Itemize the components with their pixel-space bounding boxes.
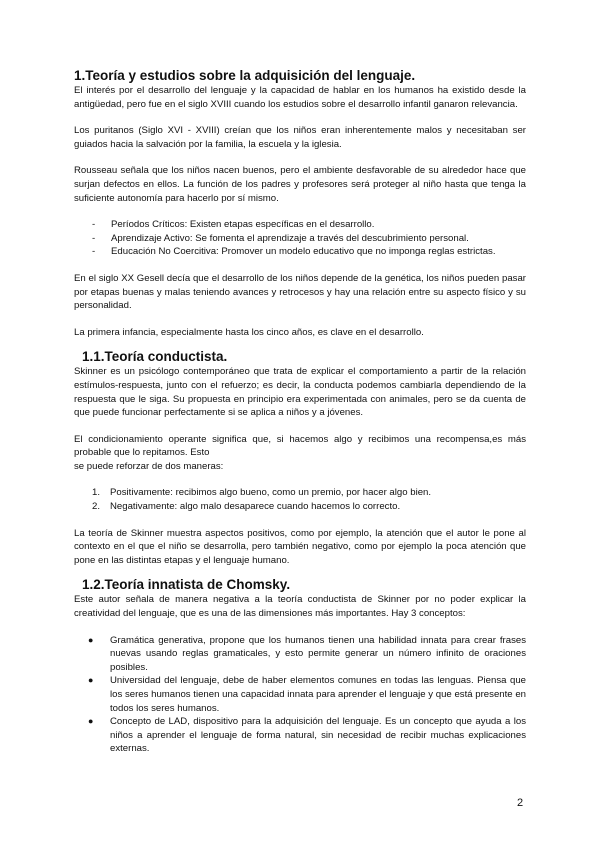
dash-marker: - [92, 219, 96, 231]
section-heading-1: 1.Teoría y estudios sobre la adquisición del lenguaje. [74, 68, 416, 83]
list-item [74, 500, 526, 514]
number-marker: 2. [92, 501, 101, 513]
list-item-text: Gramática generativa, propone que los humanos tienen una habilidad innata para crear frases nuevas usando reglas gramaticales, y esto permite generar un número infinito de oraciones posibles. [110, 634, 526, 673]
paragraph-condicionamiento-cont: se puede reforzar de dos maneras: [74, 460, 224, 472]
list-item [74, 486, 526, 500]
list-item [74, 245, 526, 259]
dash-marker: - [92, 246, 96, 258]
list-item [74, 715, 526, 756]
bullet-icon: ● [88, 675, 94, 686]
list-item-text: Aprendizaje Activo: Se fomenta el aprendizaje a través del descubrimiento personal. [111, 232, 469, 244]
paragraph-puritanos: Los puritanos (Siglo XVI - XVIII) creían que los niños eran inherentemente malos y necesitaban ser guiados hacia la salvación por la familia, la escuela y la iglesia. [74, 125, 526, 150]
list-item-text: Positivamente: recibimos algo bueno, como un premio, por hacer algo bien. [110, 487, 432, 499]
dash-list [74, 218, 526, 259]
paragraph-condicionamiento: El condicionamiento operante significa que, si hacemos algo y recibimos una recompensa,es más probable que lo repitamos. Esto [74, 433, 526, 459]
paragraph-skinner-evaluacion: La teoría de Skinner muestra aspectos positivos, como por ejemplo, la atención que el autor le pone al contexto en el que el niño se desarrolla, pero también negativo, como por ejemplo la poca atención que pone en las distintas etapas y el lenguaje humano. [74, 527, 526, 566]
list-item [74, 218, 526, 232]
bullet-list [74, 634, 526, 756]
section-heading-1-1: 1.1.Teoría conductista. [82, 349, 228, 365]
paragraph-interes: El interés por el desarrollo del lenguaje y la capacidad de hablar en los humanos ha existido desde la antigüedad, pero fue en el siglo XVIII cuando los estudios sobre el desarrollo infantil ganaron relevancia. [74, 85, 526, 110]
list-item-text: Concepto de LAD, dispositivo para la adquisición del lenguaje. Es un concepto que ayuda a los niños a aprender el lenguaje de forma natural, sin necesidad de recibir muchas explicaciones externas. [110, 716, 526, 755]
list-item-text: Negativamente: algo malo desaparece cuando hacemos lo correcto. [110, 501, 401, 513]
paragraph-rousseau: Rousseau señala que los niños nacen buenos, pero el ambiente desfavorable de su alrededor hace que surjan defectos en ellos. La función de los padres y profesores será proteger al niño hasta que tenga la suficiente autonomía para hacerlo por sí mismo. [74, 165, 526, 204]
section-heading-1-2: 1.2.Teoría innatista de Chomsky. [82, 577, 291, 593]
dash-marker: - [92, 232, 96, 244]
number-marker: 1. [92, 487, 101, 499]
paragraph-gesell: En el siglo XX Gesell decía que el desarrollo de los niños depende de la genética, los niños pueden pasar por etapas buenas y malas teniendo avances y retrocesos y hay una relación entre su aspecto físico y su personalidad. [74, 272, 526, 312]
paragraph-chomsky: Este autor señala de manera negativa a la teoría conductista de Skinner por no poder explicar la creatividad del lenguaje, que es una de las dimensiones más importantes. Hay 3 conceptos: [74, 594, 526, 620]
list-item-text: Universidad del lenguaje, debe de haber elementos comunes en todas las lenguas. Piensa que los seres humanos tienen una capacidad innata para aprender el lenguaje y que está presente en todos los seres humanos. [110, 675, 526, 714]
paragraph-primera-infancia: La primera infancia, especialmente hasta los cinco años, es clave en el desarrollo. [74, 326, 424, 338]
page-number: 2 [517, 797, 524, 809]
list-item [74, 232, 526, 246]
list-item [74, 634, 526, 675]
page-content [74, 68, 526, 756]
paragraph-skinner: Skinner es un psicólogo contemporáneo que trata de explicar el comportamiento a partir de la relación estímulos-respuesta, junto con el refuerzo; es decir, la conducta podemos cambiarla dependiendo de la respuesta que le siga. Su propuesta en principio era experimentada con animales, pero se da cuenta de que puede funcionar perfectamente si se aplica a niños y a jóvenes. [74, 366, 526, 419]
list-item-text: Períodos Críticos: Existen etapas específicas en el desarrollo. [111, 219, 375, 231]
numbered-list [74, 486, 526, 513]
list-item [74, 674, 526, 715]
bullet-icon: ● [88, 716, 94, 727]
bullet-icon: ● [88, 634, 94, 645]
list-item-text: Educación No Coercitiva: Promover un modelo educativo que no imponga reglas estrictas. [111, 246, 496, 258]
